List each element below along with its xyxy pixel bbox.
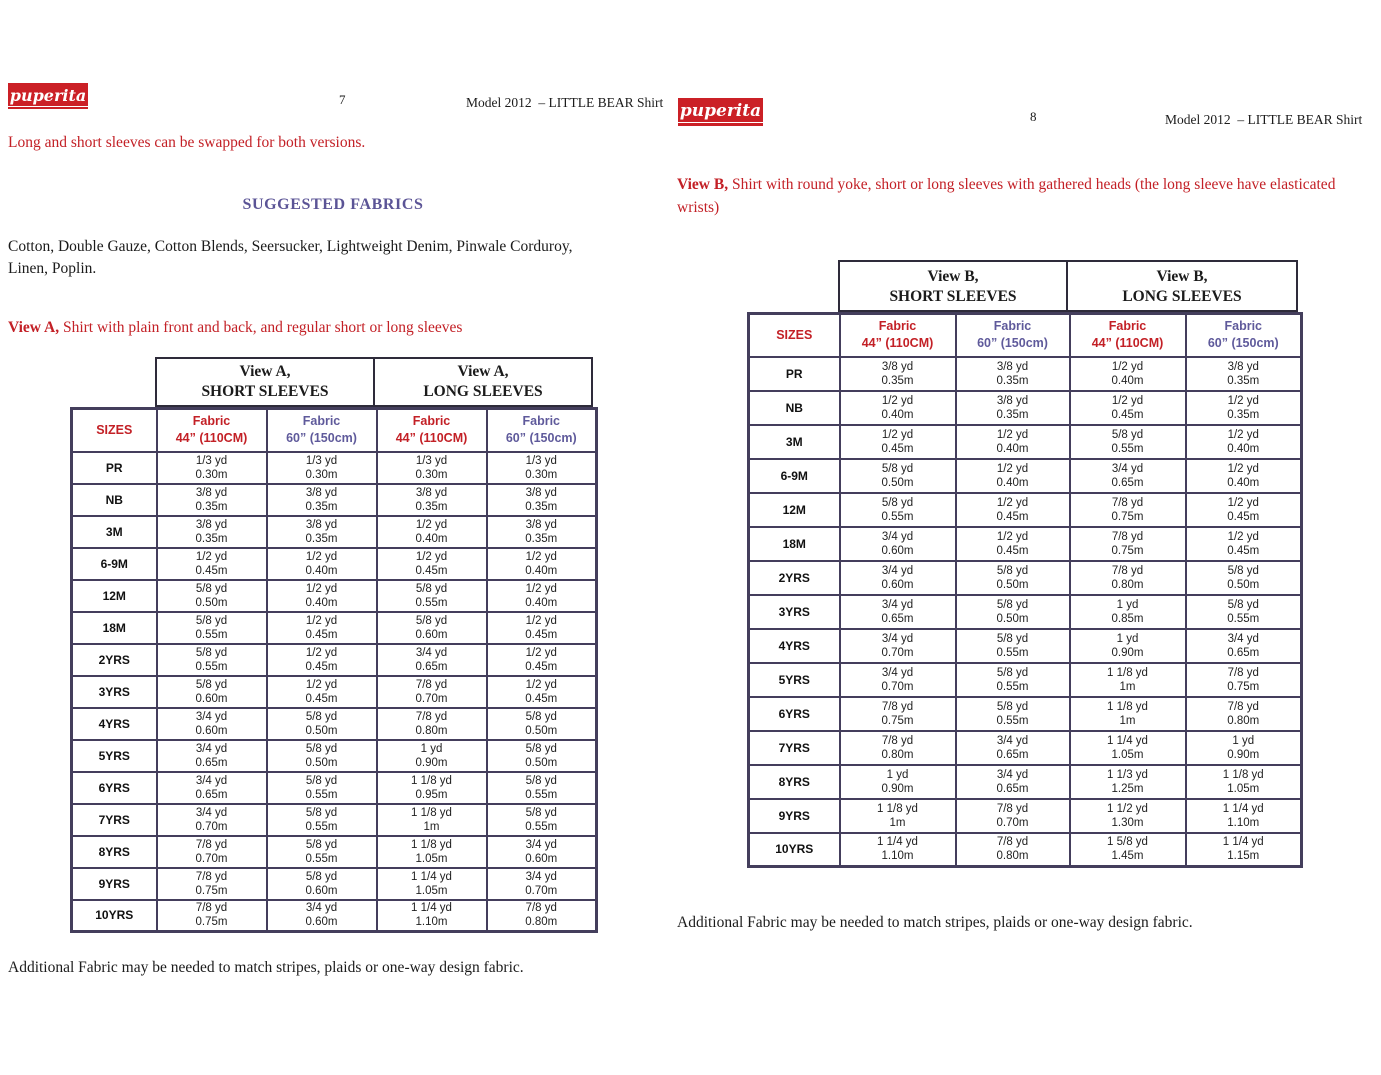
col-header-line1: Fabric	[192, 414, 231, 429]
col-header-line2: 60” (150cm)	[977, 336, 1048, 351]
size-label: NB	[72, 484, 157, 516]
fabric-cell: 1/2 yd 0.45m	[487, 612, 597, 644]
fabric-cell: 3/4 yd 0.65m	[157, 740, 267, 772]
col-header-line1: Fabric	[993, 319, 1032, 334]
fabric-cell: 1/2 yd 0.45m	[1186, 493, 1302, 527]
additional-fabric-note: Additional Fabric may be needed to match stripes, plaids or one-way design fabric.	[8, 959, 524, 976]
sizes-header: SIZES	[749, 314, 840, 357]
size-row	[72, 868, 597, 900]
fabric-cell: 1 yd 0.90m	[1070, 629, 1186, 663]
brand-logo	[678, 98, 763, 126]
additional-fabric-note: Additional Fabric may be needed to match stripes, plaids or one-way design fabric.	[677, 914, 1193, 931]
size-label: 8YRS	[749, 765, 840, 799]
col-header-line1: Fabric	[412, 414, 451, 429]
fabric-cell: 7/8 yd 0.70m	[377, 676, 487, 708]
fabric-cell: 5/8 yd 0.55m	[956, 697, 1070, 731]
fabric-cell: 1 5/8 yd 1.45m	[1070, 833, 1186, 867]
table-b-group-headers	[838, 260, 1298, 312]
size-label: 7YRS	[749, 731, 840, 765]
table-a-group-short-sleeves	[155, 357, 375, 407]
group-line2: LONG SLEEVES	[423, 383, 543, 400]
size-label: 7YRS	[72, 804, 157, 836]
group-line2: SHORT SLEEVES	[201, 383, 329, 400]
fabric-cell: 3/4 yd 0.65m	[1070, 459, 1186, 493]
size-row	[72, 676, 597, 708]
fabric-cell: 5/8 yd 0.55m	[487, 772, 597, 804]
document-title: Model 2012 – LITTLE BEAR Shirt	[1165, 112, 1363, 127]
suggested-fabrics-title: SUGGESTED FABRICS	[242, 196, 424, 213]
fabric-cell: 1 1/4 yd 1.10m	[377, 900, 487, 932]
fabric-cell: 7/8 yd 0.80m	[1186, 697, 1302, 731]
fabric-cell: 1 1/8 yd 1m	[1070, 663, 1186, 697]
fabric-cell: 1/2 yd 0.45m	[267, 612, 377, 644]
fabric-cell: 1 1/4 yd 1.10m	[840, 833, 956, 867]
fabric-cell: 1/2 yd 0.45m	[956, 527, 1070, 561]
fabric-cell: 3/4 yd 0.70m	[840, 663, 956, 697]
size-label: 5YRS	[72, 740, 157, 772]
fabric-cell: 5/8 yd 0.50m	[157, 580, 267, 612]
size-row	[749, 459, 1302, 493]
fabric-cell: 7/8 yd 0.75m	[1186, 663, 1302, 697]
fabric-cell: 3/4 yd 0.60m	[157, 708, 267, 740]
group-line1: View B,	[927, 268, 979, 285]
brand-logo-text: puperita	[679, 101, 762, 121]
fabric-cell: 7/8 yd 0.80m	[956, 833, 1070, 867]
fabric-cell: 1/2 yd 0.40m	[267, 548, 377, 580]
fabric-cell: 1 1/2 yd 1.30m	[1070, 799, 1186, 833]
fabric-cell: 1 yd 0.85m	[1070, 595, 1186, 629]
fabric-cell: 5/8 yd 0.55m	[267, 804, 377, 836]
size-label: 4YRS	[749, 629, 840, 663]
fabric-cell: 3/4 yd 0.65m	[1186, 629, 1302, 663]
fabric-cell: 1/2 yd 0.35m	[1186, 391, 1302, 425]
fabric-cell: 1/2 yd 0.45m	[1070, 391, 1186, 425]
size-row	[72, 516, 597, 548]
fabric-cell: 5/8 yd 0.50m	[487, 708, 597, 740]
fabric-cell: 3/4 yd 0.65m	[956, 731, 1070, 765]
col-header-line1: Fabric	[302, 414, 341, 429]
size-row	[72, 836, 597, 868]
size-row	[749, 493, 1302, 527]
fabric-cell: 1/2 yd 0.45m	[1186, 527, 1302, 561]
size-label: 2YRS	[72, 644, 157, 676]
size-row	[72, 484, 597, 516]
size-label: 18M	[72, 612, 157, 644]
size-row	[72, 580, 597, 612]
fabric-cell: 5/8 yd 0.60m	[157, 676, 267, 708]
col-header-line2: 44” (110CM)	[175, 431, 248, 446]
fabric-cell: 5/8 yd 0.55m	[267, 836, 377, 868]
fabric-cell: 1/2 yd 0.45m	[157, 548, 267, 580]
size-label: 9YRS	[72, 868, 157, 900]
fabric-cell: 3/8 yd 0.35m	[267, 484, 377, 516]
fabric-cell: 1/2 yd 0.40m	[1186, 459, 1302, 493]
fabric-cell: 7/8 yd 0.70m	[157, 836, 267, 868]
size-row	[749, 799, 1302, 833]
size-label: 3YRS	[749, 595, 840, 629]
fabric-cell: 1 1/8 yd 1m	[840, 799, 956, 833]
fabric-cell: 1/2 yd 0.40m	[487, 580, 597, 612]
size-label: PR	[72, 452, 157, 484]
size-row	[749, 425, 1302, 459]
fabric-cell: 7/8 yd 0.80m	[487, 900, 597, 932]
sizes-header: SIZES	[72, 409, 157, 452]
fabric-cell: 7/8 yd 0.75m	[157, 900, 267, 932]
fabric-cell: 3/8 yd 0.35m	[1186, 357, 1302, 391]
brand-logo-text: puperita	[9, 85, 87, 105]
fabric-cell: 5/8 yd 0.55m	[267, 772, 377, 804]
size-row	[72, 740, 597, 772]
fabric-table-view-b	[747, 312, 1303, 868]
view-a-desc: Shirt with plain front and back, and regular short or long sleeves	[59, 319, 463, 336]
view-b-caption	[677, 173, 1372, 219]
fabric-cell: 7/8 yd 0.80m	[377, 708, 487, 740]
fabric-cell: 5/8 yd 0.55m	[1070, 425, 1186, 459]
fabric-cell: 1/2 yd 0.45m	[487, 644, 597, 676]
size-row	[72, 612, 597, 644]
col-header-60-long	[487, 409, 597, 452]
fabric-cell: 1/2 yd 0.45m	[956, 493, 1070, 527]
fabric-cell: 1 1/4 yd 1.10m	[1186, 799, 1302, 833]
size-label: 6-9M	[72, 548, 157, 580]
fabric-cell: 3/8 yd 0.35m	[840, 357, 956, 391]
size-label: 12M	[72, 580, 157, 612]
fabric-cell: 1 1/4 yd 1.05m	[377, 868, 487, 900]
size-row	[749, 595, 1302, 629]
size-label: 6YRS	[749, 697, 840, 731]
col-header-line1: Fabric	[878, 319, 917, 334]
fabric-cell: 1 1/8 yd 1.05m	[377, 836, 487, 868]
size-row	[749, 765, 1302, 799]
fabric-cell: 1/2 yd 0.45m	[267, 676, 377, 708]
fabric-cell: 1/3 yd 0.30m	[377, 452, 487, 484]
fabric-cell: 5/8 yd 0.55m	[840, 493, 956, 527]
table-a-group-long-sleeves	[373, 357, 593, 407]
fabric-cell: 1/2 yd 0.40m	[1186, 425, 1302, 459]
fabric-cell: 3/8 yd 0.35m	[956, 357, 1070, 391]
fabric-cell: 5/8 yd 0.55m	[956, 663, 1070, 697]
fabric-cell: 1/2 yd 0.40m	[956, 459, 1070, 493]
fabric-cell: 3/4 yd 0.65m	[840, 595, 956, 629]
col-header-44-short	[157, 409, 267, 452]
fabric-cell: 5/8 yd 0.60m	[267, 868, 377, 900]
table-b-group-short-sleeves	[838, 260, 1068, 312]
fabric-cell: 5/8 yd 0.60m	[377, 612, 487, 644]
size-label: 6YRS	[72, 772, 157, 804]
fabric-cell: 3/8 yd 0.35m	[487, 484, 597, 516]
fabric-cell: 1/2 yd 0.40m	[1070, 357, 1186, 391]
fabric-cell: 7/8 yd 0.75m	[1070, 527, 1186, 561]
size-label: 4YRS	[72, 708, 157, 740]
page-7	[0, 0, 666, 1075]
fabric-cell: 1 1/4 yd 1.05m	[1070, 731, 1186, 765]
fabric-cell: 1/2 yd 0.40m	[487, 548, 597, 580]
col-header-line2: 44” (110CM)	[1091, 336, 1164, 351]
col-header-44-long	[377, 409, 487, 452]
fabric-cell: 1/2 yd 0.40m	[377, 516, 487, 548]
size-row	[749, 663, 1302, 697]
fabric-cell: 1/2 yd 0.45m	[377, 548, 487, 580]
group-line1: View B,	[1156, 268, 1208, 285]
fabric-cell: 7/8 yd 0.75m	[1070, 493, 1186, 527]
fabric-cell: 1/2 yd 0.40m	[267, 580, 377, 612]
size-row	[749, 561, 1302, 595]
fabric-cell: 5/8 yd 0.50m	[267, 740, 377, 772]
table-a-header-row	[72, 409, 597, 452]
size-label: 18M	[749, 527, 840, 561]
fabric-cell: 3/8 yd 0.35m	[377, 484, 487, 516]
group-line1: View A,	[239, 363, 291, 380]
size-row	[72, 772, 597, 804]
size-row	[749, 629, 1302, 663]
fabric-cell: 3/8 yd 0.35m	[267, 516, 377, 548]
size-row	[749, 527, 1302, 561]
fabric-cell: 1/2 yd 0.40m	[840, 391, 956, 425]
table-b-group-long-sleeves	[1066, 260, 1298, 312]
size-row	[749, 391, 1302, 425]
fabric-cell: 7/8 yd 0.80m	[840, 731, 956, 765]
size-row	[72, 804, 597, 836]
size-label: 2YRS	[749, 561, 840, 595]
fabric-cell: 1/3 yd 0.30m	[157, 452, 267, 484]
fabric-cell: 1/3 yd 0.30m	[267, 452, 377, 484]
fabric-cell: 1/2 yd 0.45m	[487, 676, 597, 708]
view-b-desc: Shirt with round yoke, short or long sleeves with gathered heads (the long sleeve have elasticated wrists)	[677, 176, 1336, 216]
fabric-cell: 3/4 yd 0.60m	[840, 561, 956, 595]
size-label: 12M	[749, 493, 840, 527]
view-a-label: View A,	[8, 319, 60, 336]
table-b-header-row	[749, 314, 1302, 357]
size-row	[72, 708, 597, 740]
fabric-cell: 1 yd 0.90m	[1186, 731, 1302, 765]
size-row	[749, 731, 1302, 765]
fabric-cell: 5/8 yd 0.55m	[157, 644, 267, 676]
view-b-label: View B,	[677, 176, 729, 193]
fabric-cell: 5/8 yd 0.55m	[157, 612, 267, 644]
fabric-cell: 1/2 yd 0.45m	[267, 644, 377, 676]
brand-logo	[8, 83, 88, 109]
fabric-cell: 5/8 yd 0.50m	[267, 708, 377, 740]
fabric-cell: 3/4 yd 0.70m	[840, 629, 956, 663]
size-label: PR	[749, 357, 840, 391]
col-header-44-long	[1070, 314, 1186, 357]
size-row	[749, 697, 1302, 731]
fabric-cell: 3/8 yd 0.35m	[157, 516, 267, 548]
fabric-cell: 5/8 yd 0.50m	[956, 561, 1070, 595]
fabric-cell: 7/8 yd 0.75m	[157, 868, 267, 900]
size-label: 10YRS	[749, 833, 840, 867]
fabric-cell: 3/8 yd 0.35m	[487, 516, 597, 548]
col-header-line2: 60” (150cm)	[1207, 336, 1279, 351]
col-header-line2: 44” (110CM)	[861, 336, 934, 351]
fabric-cell: 5/8 yd 0.50m	[1186, 561, 1302, 595]
suggested-fabrics-body: Cotton, Double Gauze, Cotton Blends, Seersucker, Lightweight Denim, Pinwale Corduroy, Linen, Poplin.	[8, 238, 573, 277]
size-label: 6-9M	[749, 459, 840, 493]
page-8	[666, 0, 1381, 1075]
fabric-cell: 1 1/8 yd 1.05m	[1186, 765, 1302, 799]
fabric-cell: 3/4 yd 0.60m	[840, 527, 956, 561]
fabric-cell: 1 yd 0.90m	[377, 740, 487, 772]
fabric-cell: 5/8 yd 0.50m	[956, 595, 1070, 629]
fabric-cell: 3/4 yd 0.65m	[157, 772, 267, 804]
fabric-cell: 3/8 yd 0.35m	[157, 484, 267, 516]
col-header-line2: 60” (150cm)	[505, 431, 577, 446]
col-header-line2: 44” (110CM)	[395, 431, 468, 446]
size-label: NB	[749, 391, 840, 425]
col-header-60-long	[1186, 314, 1302, 357]
fabric-cell: 5/8 yd 0.50m	[487, 740, 597, 772]
fabric-cell: 3/4 yd 0.65m	[956, 765, 1070, 799]
size-row	[749, 357, 1302, 391]
fabric-cell: 1 1/8 yd 0.95m	[377, 772, 487, 804]
page-number: 8	[1030, 109, 1037, 124]
fabric-cell: 5/8 yd 0.55m	[1186, 595, 1302, 629]
fabric-cell: 5/8 yd 0.55m	[377, 580, 487, 612]
fabric-cell: 3/4 yd 0.60m	[487, 836, 597, 868]
fabric-cell: 3/4 yd 0.60m	[267, 900, 377, 932]
group-line2: SHORT SLEEVES	[889, 288, 1017, 305]
size-label: 3M	[749, 425, 840, 459]
col-header-line2: 60” (150cm)	[286, 431, 357, 446]
fabric-cell: 7/8 yd 0.70m	[956, 799, 1070, 833]
fabric-cell: 1 1/8 yd 1m	[1070, 697, 1186, 731]
fabric-cell: 3/4 yd 0.70m	[487, 868, 597, 900]
col-header-line1: Fabric	[522, 414, 560, 429]
page-number: 7	[339, 92, 346, 107]
fabric-cell: 1 yd 0.90m	[840, 765, 956, 799]
size-row	[72, 644, 597, 676]
fabric-cell: 1 1/3 yd 1.25m	[1070, 765, 1186, 799]
fabric-cell: 5/8 yd 0.55m	[956, 629, 1070, 663]
fabric-cell: 5/8 yd 0.50m	[840, 459, 956, 493]
fabric-cell: 1 1/8 yd 1m	[377, 804, 487, 836]
group-line1: View A,	[457, 363, 509, 380]
col-header-44-short	[840, 314, 956, 357]
fabric-cell: 3/4 yd 0.70m	[157, 804, 267, 836]
size-label: 5YRS	[749, 663, 840, 697]
fabric-table-view-a	[70, 407, 598, 933]
group-line2: LONG SLEEVES	[1122, 288, 1242, 305]
col-header-60-short	[956, 314, 1070, 357]
fabric-cell: 1/2 yd 0.40m	[956, 425, 1070, 459]
size-row	[749, 833, 1302, 867]
fabric-cell: 7/8 yd 0.80m	[1070, 561, 1186, 595]
document-title: Model 2012 – LITTLE BEAR Shirt	[466, 95, 664, 110]
fabric-cell: 3/8 yd 0.35m	[956, 391, 1070, 425]
col-header-line1: Fabric	[1224, 319, 1262, 334]
size-row	[72, 900, 597, 932]
fabric-cell: 5/8 yd 0.55m	[487, 804, 597, 836]
fabric-cell: 1/2 yd 0.45m	[840, 425, 956, 459]
size-row	[72, 452, 597, 484]
size-label: 3YRS	[72, 676, 157, 708]
size-label: 10YRS	[72, 900, 157, 932]
swap-note: Long and short sleeves can be swapped for both versions.	[8, 134, 366, 151]
size-label: 8YRS	[72, 836, 157, 868]
table-a-group-headers	[155, 357, 593, 407]
col-header-line1: Fabric	[1108, 319, 1147, 334]
col-header-60-short	[267, 409, 377, 452]
size-label: 9YRS	[749, 799, 840, 833]
fabric-cell: 1/3 yd 0.30m	[487, 452, 597, 484]
size-label: 3M	[72, 516, 157, 548]
fabric-cell: 7/8 yd 0.75m	[840, 697, 956, 731]
view-a-caption	[8, 319, 648, 337]
size-row	[72, 548, 597, 580]
fabric-cell: 3/4 yd 0.65m	[377, 644, 487, 676]
fabric-cell: 1 1/4 yd 1.15m	[1186, 833, 1302, 867]
